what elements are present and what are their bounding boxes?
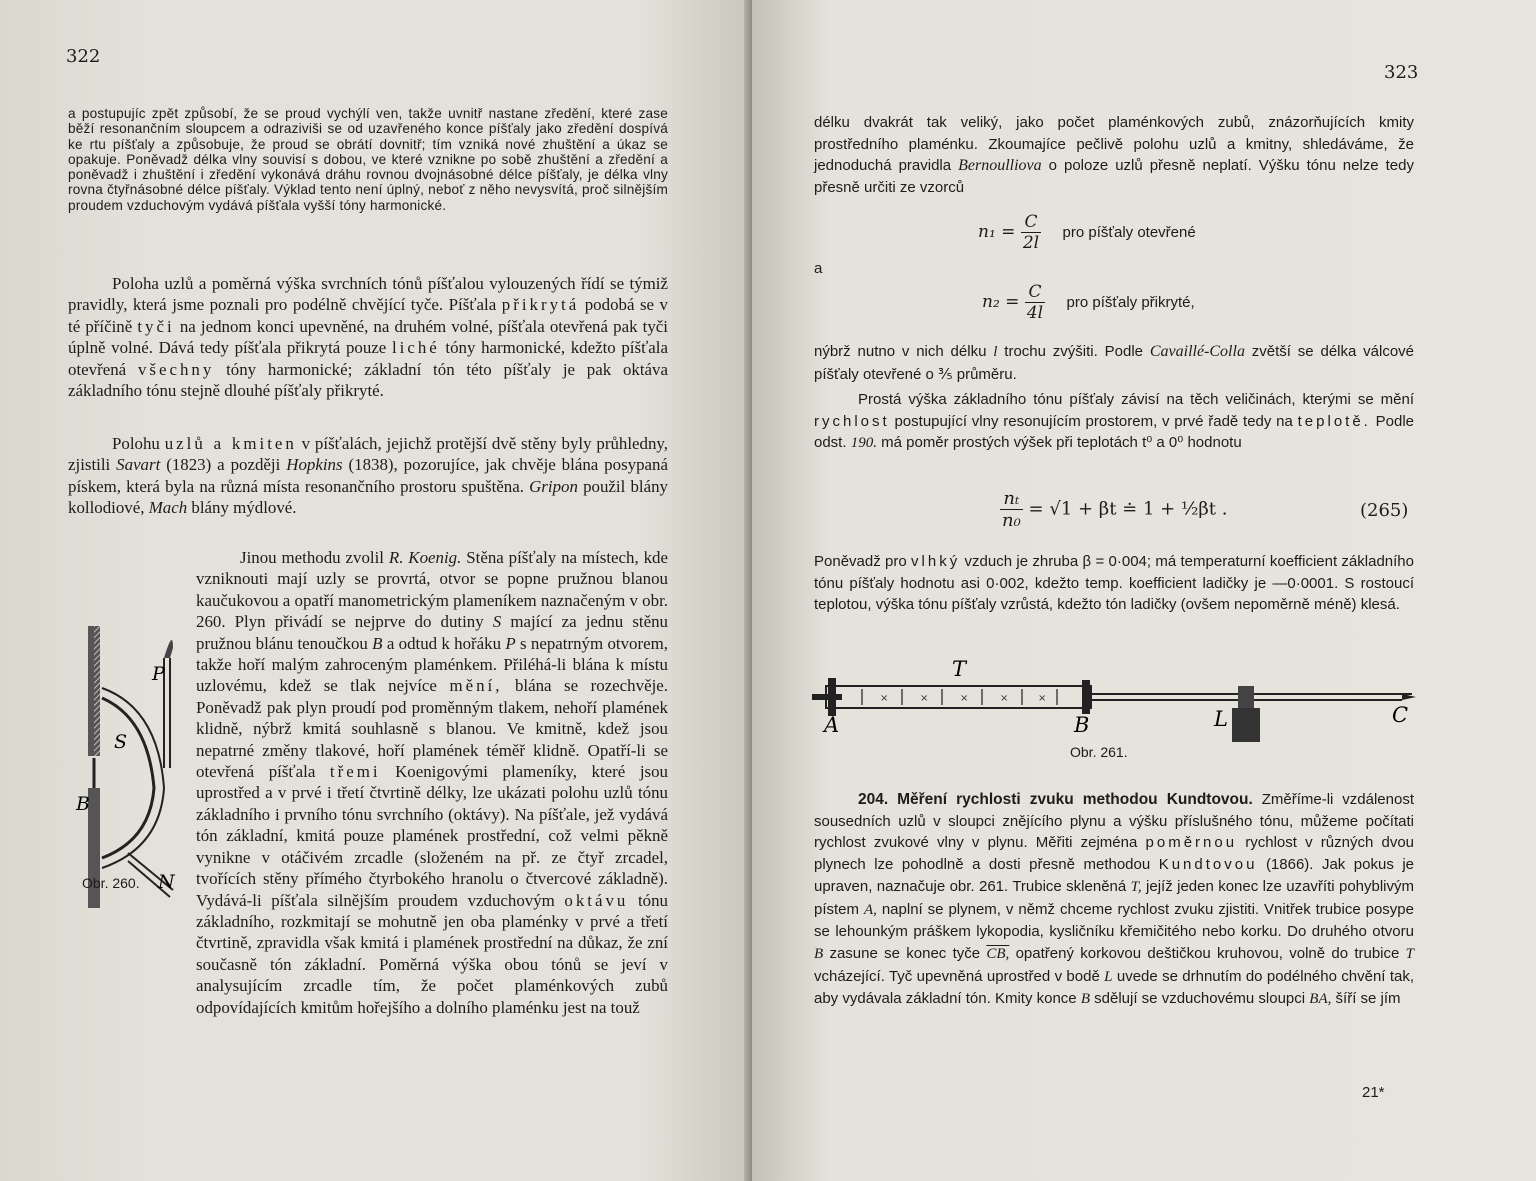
equation-open-pipe: n₁ = $\frac{C}{2l}$ pro píšťaly otevřené	[978, 212, 1196, 253]
paragraph-savart: Polohu uzlů a kmiten v píšťalách, jejichž protější dvě stěny byly průhledny, zjistili Savart (1823) a později Hopkins (1838), pozorujíce, jak chvěje blána posypaná pískem, která byla na různá místa resonančního prostoru spuštěna. Gripon použil blány kollodiové, Mach blány mýdlové.	[68, 434, 668, 518]
paragraph-humidity: Poněvadž pro vlhký vzduch je zhruba β = 0·004; má temperaturní koefficient základního tónu píšťaly hodnotu asi 0·002, kdežto temp. koefficient ladičky je —0·0001. S rostoucí teplotou, výška tónu píšťaly vzrůstá, kdežto tón ladičky (ovšem nepoměrně méně) klesá.	[814, 553, 1414, 614]
label-b: B	[76, 793, 90, 815]
paragraph-nodes: Poloha uzlů a poměrná výška svrchních tónů píšťalou vylouzených řídí se týmiž pravidly, která jsme poznali pro podélně chvějící tyče. Píšťala přikrytá podobá se v té příčině tyči na jednom konci upevněné, na druhém volné, píšťala otevřená pak tyči úplně volné. Dává tedy píšťala přikrytá pouze liché tóny harmonické, kdežto píšťala otevřená všechny tóny harmonické; základní tón této píšťaly je pak oktáva základního tónu stejně dlouhé píšťaly přikryté.	[68, 274, 668, 401]
label-b: B	[1074, 713, 1090, 737]
label-c: C	[1392, 703, 1409, 727]
paragraph-correction: nýbrž nutno v nich délku l trochu zvýšiti. Podle Cavaillé-Colla zvětší se délka válcové píšťaly otevřené o ⅗ průměru.	[814, 343, 1415, 383]
paragraph-temperature: Prostá výška základního tónu píšťaly závisí na těch veličinách, kterými se mění rychlost postupující vlny resonujícím prostorem, v prvé řadě tedy na teplotě. Podle odst. 190. má poměr prostých výšek při teplotách t⁰ a 0⁰ hodnotu	[814, 391, 1415, 452]
section-number: 204.	[858, 791, 889, 808]
paragraph-continued: délku dvakrát tak veliký, jako počet plaménkových zubů, znázorňujících kmity prostředního plaménku. Zkoumajíce pečlivě polohu uzlů a kmitny, shledáváme, že jednoduchá pravidla Bernoulliova o poloze uzlů přesně neplatí. Výšku tónu nelze tedy přesně určiti ze vzorců	[814, 114, 1414, 197]
label-p: P	[152, 663, 165, 685]
equation-number: (265)	[1360, 500, 1409, 521]
page-number: 322	[66, 46, 101, 67]
and-word: a	[814, 260, 823, 277]
equation-closed-pipe: n₂ = $\frac{C}{4l}$ pro píšťaly přikryté,	[982, 282, 1195, 323]
left-page	[0, 0, 752, 1181]
signature-mark: 21*	[1362, 1084, 1385, 1101]
figure-260-caption: Obr. 260.	[82, 875, 140, 891]
page-number: 323	[1384, 62, 1419, 83]
svg-text:×: ×	[1000, 693, 1009, 704]
label-a: A	[824, 713, 840, 737]
equation-265: $\frac{\text{nₜ}}{\text{n₀}}$ = √1 + βt ≐ 1 + ½βt .	[1002, 488, 1228, 531]
figure-261	[802, 656, 1422, 756]
svg-text:×: ×	[960, 693, 969, 704]
svg-text:×: ×	[1038, 693, 1047, 704]
section-204: 204. Měření rychlosti zvuku methodou Kundtovou. Změříme-li vzdálenost sousedních uzlů v sloupci znějícího plynu a výšku příslušného tónu, můžeme počítati rychlost zvukové vlny v plynu. Měřiti zejména poměrnou rychlost v různých dvou plynech lze pohodlně a dosti přesně methodou Kundtovou (1866). Jak pokus je upraven, naznačuje obr. 261. Trubice skleněná T, jejíž jeden konec lze uzavříti pohyblivým pístem A, naplní se plynem, v němž chceme rychlost zvuku zjistiti. Vnitřek trubice posype se lehounkým práškem lykopodia, kysličníku křemičitého nebo korku. Do druhého otvoru B zasune se konec tyče CB, opatřený korkovou deštičkou kruhovou, volně do trubice T vcházející. Tyč upevněná uprostřed v bodě L uvede se drhnutím do podélného chvění tak, aby vydávala základní tón. Kmity konce B sdělují se vzduchovému sloupci BA, šíří se jím	[814, 791, 1415, 1008]
figure-261-caption: Obr. 261.	[1070, 744, 1128, 760]
label-l: L	[1214, 707, 1228, 731]
label-n: N	[158, 871, 175, 893]
svg-text:×: ×	[880, 693, 889, 704]
paragraph-intro: a postupujíc zpět způsobí, že se proud vychýlí ven, takže uvnitř nastane zředění, které zase běží resonančním sloupcem a odraziviši se od uzavřeného konce píšťaly jako zředění dospívá ke rtu píšťaly a způsobuje, že proud se obrátí dovnitř; tím vzniká nové zhuštění a úkaz se opakuje. Poněvadž délka vlny souvisí s dobou, ve které vznikne po sobě zhuštění a zředění a poněvadž i zhuštění i zředění vykonává dráhu rovnou dvojnásobné délce píšťaly, je délka vlny rovna čtyřnásobné délce píšťaly. Výklad tento není úplný, neboť z něho nevysvítá, proč silnějším proudem vzduchovým vydává píšťala vyšší tóny harmonické.	[68, 106, 668, 213]
label-s: S	[114, 731, 128, 753]
svg-text:×: ×	[920, 693, 929, 704]
section-title: Měření rychlosti zvuku methodou Kundtovou.	[897, 791, 1253, 808]
right-page	[752, 0, 1536, 1181]
paragraph-koenig: Jinou methodu zvolil R. Koenig. Stěna píšťaly na místech, kde vzniknouti mají uzly se provrtá, otvor se popne pružnou blanou kaučukovou a opatří manometrickým plameníkem naznačeným v obr. 260. Plyn přivádí se nejprve do dutiny S mající za jednu stěnu pružnou blánu tenoučkou B a odtud k hořáku P s nepatrným otvorem, takže hoří malým zahroceným plaménkem. Přiléhá-li blána k místu uzlovému, kdež se tlak nejvíce mění, blána se rozechvěje. Poněvadž pak plyn proudí pod proměnným tlakem, nehoří plamének klidně, nýbrž kmitá souhlasně s blanou. Ve kmitně, kdež jsou nepatrné změny tlakové, hoří plamének téměř klidně. Opatří-li se otevřená píšťala třemi Koenigovými plameníky, které jsou uprostřed a v prvé i třetí čtvrtině délky, lze ukázati polohu uzlů tónu základního i prvního tónu svrchního (oktávy). Na píšťale, jež vydává tón základní, kmitá pouze plamének prostřední, což velmi pěkně vynikne v otáčivém zrcadle (složeném na př. ze čtyř zrcadel, tvořících stěny přímého čtyrbokého hranolu o čtvercové základně). Vydává-li píšťala silnějším proudem vzduchovým oktávu tónu základního, rozkmitají se mohutně jen oba plaménky v prvé a třetí čtvrtině, zpravidla však kmitá i plamének prostřední na důkaz, že zní současně tón základní. Poměrná výška obou tónů se jeví v analysujícím zrcadle tím, že počet plaménkových zubů odpovídajících kmitům hořejšího a dolního plaménku jest na touž	[196, 548, 668, 1017]
koenig-section	[68, 540, 668, 1075]
label-t: T	[952, 657, 967, 681]
